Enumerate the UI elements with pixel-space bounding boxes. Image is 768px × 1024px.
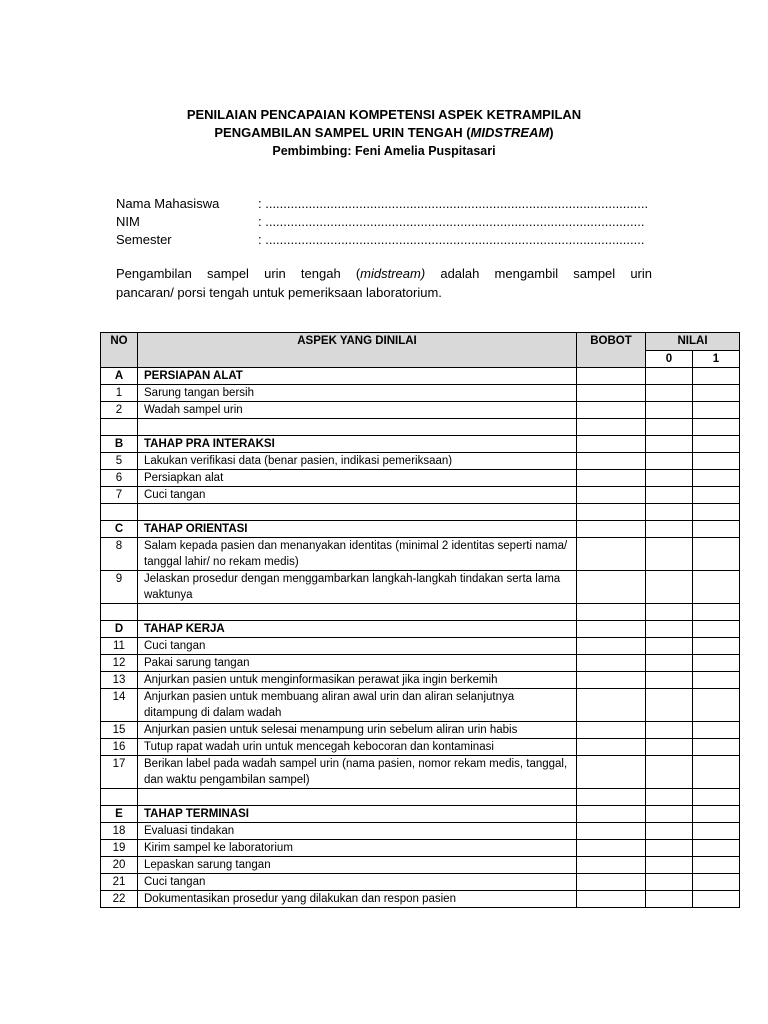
- score-0-cell[interactable]: [646, 504, 693, 521]
- row-number: 13: [101, 672, 138, 689]
- table-row: [101, 453, 740, 470]
- row-number: 21: [101, 874, 138, 891]
- weight-cell[interactable]: [577, 655, 646, 672]
- score-1-cell[interactable]: [693, 487, 740, 504]
- section-title: TAHAP TERMINASI: [138, 806, 577, 823]
- weight-cell[interactable]: [577, 368, 646, 385]
- score-0-cell[interactable]: [646, 470, 693, 487]
- score-1-cell[interactable]: [693, 857, 740, 874]
- intro-suffix: adalah mengambil sampel urin: [425, 266, 652, 281]
- weight-cell[interactable]: [577, 874, 646, 891]
- weight-cell[interactable]: [577, 470, 646, 487]
- score-1-cell[interactable]: [693, 672, 740, 689]
- weight-cell[interactable]: [577, 571, 646, 604]
- name-row: [116, 195, 649, 213]
- weight-cell[interactable]: [577, 604, 646, 621]
- score-1-cell[interactable]: [693, 402, 740, 419]
- score-0-cell[interactable]: [646, 538, 693, 571]
- row-number: 20: [101, 857, 138, 874]
- aspect-text: [138, 604, 577, 621]
- score-0-cell[interactable]: [646, 604, 693, 621]
- section-title: TAHAP ORIENTASI: [138, 521, 577, 538]
- supervisor-line: Pembimbing: Feni Amelia Puspitasari: [272, 144, 496, 158]
- score-1-cell[interactable]: [693, 823, 740, 840]
- nim-label: NIM: [116, 214, 140, 229]
- row-number: 16: [101, 739, 138, 756]
- weight-cell[interactable]: [577, 453, 646, 470]
- row-number: 2: [101, 402, 138, 419]
- row-number: B: [101, 436, 138, 453]
- table-row: [101, 571, 740, 604]
- row-number: 5: [101, 453, 138, 470]
- row-number: [101, 419, 138, 436]
- table-row: [101, 402, 740, 419]
- weight-cell[interactable]: [577, 789, 646, 806]
- score-1-cell[interactable]: [693, 419, 740, 436]
- weight-cell[interactable]: [577, 521, 646, 538]
- aspect-text: [138, 504, 577, 521]
- score-0-cell[interactable]: [646, 756, 693, 789]
- name-field[interactable]: : ..........................................................................................................: [258, 196, 649, 211]
- section-title: TAHAP KERJA: [138, 621, 577, 638]
- score-0-cell[interactable]: [646, 722, 693, 739]
- score-1-cell[interactable]: [693, 571, 740, 604]
- row-number: 19: [101, 840, 138, 857]
- score-0-cell[interactable]: [646, 823, 693, 840]
- aspect-text: Cuci tangan: [138, 487, 577, 504]
- aspect-text: Cuci tangan: [138, 874, 577, 891]
- semester-row: [116, 231, 645, 249]
- nim-row: [116, 213, 645, 231]
- row-number: D: [101, 621, 138, 638]
- aspect-text: Anjurkan pasien untuk menginformasikan perawat jika ingin berkemih: [138, 672, 577, 689]
- score-1-cell[interactable]: [693, 621, 740, 638]
- score-1-cell[interactable]: [693, 806, 740, 823]
- weight-cell[interactable]: [577, 891, 646, 908]
- row-number: 1: [101, 385, 138, 402]
- intro-line-2: pancaran/ porsi tengah untuk pemeriksaan laboratorium.: [116, 285, 442, 300]
- table-row: [101, 823, 740, 840]
- section-title: PERSIAPAN ALAT: [138, 368, 577, 385]
- score-1-cell[interactable]: [693, 470, 740, 487]
- weight-cell[interactable]: [577, 739, 646, 756]
- score-1-cell[interactable]: [693, 453, 740, 470]
- score-0-cell[interactable]: [646, 419, 693, 436]
- spacer-row: [101, 504, 740, 521]
- aspect-text: Persiapkan alat: [138, 470, 577, 487]
- row-number: [101, 789, 138, 806]
- score-1-cell[interactable]: [693, 521, 740, 538]
- row-number: C: [101, 521, 138, 538]
- col-weight-header: BOBOT: [577, 333, 646, 368]
- score-0-cell[interactable]: [646, 621, 693, 638]
- section-title: TAHAP PRA INTERAKSI: [138, 436, 577, 453]
- table-row: [101, 874, 740, 891]
- score-1-cell[interactable]: [693, 638, 740, 655]
- weight-cell[interactable]: [577, 722, 646, 739]
- score-0-cell[interactable]: [646, 385, 693, 402]
- score-0-cell[interactable]: [646, 672, 693, 689]
- aspect-text: Tutup rapat wadah urin untuk mencegah kebocoran dan kontaminasi: [138, 739, 577, 756]
- table-header-row: [101, 333, 740, 351]
- score-1-cell[interactable]: [693, 385, 740, 402]
- score-1-cell[interactable]: [693, 756, 740, 789]
- aspect-text: Sarung tangan bersih: [138, 385, 577, 402]
- intro-midstream: midstream): [360, 266, 426, 281]
- score-0-cell[interactable]: [646, 487, 693, 504]
- table-row: [101, 891, 740, 908]
- aspect-text: Lepaskan sarung tangan: [138, 857, 577, 874]
- aspect-text: [138, 419, 577, 436]
- table-row: [101, 487, 740, 504]
- table-row: [101, 655, 740, 672]
- aspect-text: Anjurkan pasien untuk membuang aliran awal urin dan aliran selanjutnya ditampung di dalam wadah: [138, 689, 577, 722]
- score-0-cell[interactable]: [646, 368, 693, 385]
- section-row: [101, 436, 740, 453]
- row-number: 8: [101, 538, 138, 571]
- nim-field[interactable]: : .........................................................................................................: [258, 214, 645, 229]
- score-0-cell[interactable]: [646, 453, 693, 470]
- score-0-cell[interactable]: [646, 571, 693, 604]
- table-row: [101, 470, 740, 487]
- col-aspect-header: ASPEK YANG DINILAI: [138, 333, 577, 368]
- score-1-cell[interactable]: [693, 604, 740, 621]
- score-0-cell[interactable]: [646, 521, 693, 538]
- score-1-cell[interactable]: [693, 689, 740, 722]
- title-line-2-prefix: PENGAMBILAN SAMPEL URIN TENGAH (: [214, 125, 471, 140]
- table-row: [101, 722, 740, 739]
- score-1-cell[interactable]: [693, 368, 740, 385]
- intro-line-1: [116, 264, 652, 283]
- weight-cell[interactable]: [577, 689, 646, 722]
- table-row: [101, 385, 740, 402]
- score-1-cell[interactable]: [693, 789, 740, 806]
- aspect-text: Dokumentasikan prosedur yang dilakukan dan respon pasien: [138, 891, 577, 908]
- row-number: 11: [101, 638, 138, 655]
- row-number: 6: [101, 470, 138, 487]
- weight-cell[interactable]: [577, 840, 646, 857]
- weight-cell[interactable]: [577, 638, 646, 655]
- aspect-text: Cuci tangan: [138, 638, 577, 655]
- aspect-text: Lakukan verifikasi data (benar pasien, indikasi pemeriksaan): [138, 453, 577, 470]
- score-0-cell[interactable]: [646, 655, 693, 672]
- table-row: [101, 538, 740, 571]
- section-row: [101, 521, 740, 538]
- weight-cell[interactable]: [577, 487, 646, 504]
- score-1-cell[interactable]: [693, 739, 740, 756]
- table-row: [101, 840, 740, 857]
- score-0-cell[interactable]: [646, 806, 693, 823]
- title-line-2: [0, 124, 768, 142]
- score-0-cell[interactable]: [646, 638, 693, 655]
- row-number: 18: [101, 823, 138, 840]
- row-number: A: [101, 368, 138, 385]
- name-label: Nama Mahasiswa: [116, 196, 220, 211]
- title-midstream: MIDSTREAM: [470, 125, 550, 140]
- score-1-cell[interactable]: [693, 655, 740, 672]
- table-row: [101, 672, 740, 689]
- aspect-text: [138, 789, 577, 806]
- table-row: [101, 756, 740, 789]
- weight-cell[interactable]: [577, 823, 646, 840]
- aspect-text: Anjurkan pasien untuk selesai menampung urin sebelum aliran urin habis: [138, 722, 577, 739]
- score-0-cell[interactable]: [646, 840, 693, 857]
- score-0-cell[interactable]: [646, 789, 693, 806]
- weight-cell[interactable]: [577, 756, 646, 789]
- score-0-cell[interactable]: [646, 436, 693, 453]
- aspect-text: Pakai sarung tangan: [138, 655, 577, 672]
- score-0-cell[interactable]: [646, 857, 693, 874]
- section-row: [101, 368, 740, 385]
- row-number: 17: [101, 756, 138, 789]
- row-number: 15: [101, 722, 138, 739]
- score-1-cell[interactable]: [693, 538, 740, 571]
- score-1-cell[interactable]: [693, 874, 740, 891]
- weight-cell[interactable]: [577, 385, 646, 402]
- row-number: 22: [101, 891, 138, 908]
- score-1-cell[interactable]: [693, 504, 740, 521]
- title-line-2-suffix: ): [549, 125, 554, 140]
- score-1-cell[interactable]: [693, 891, 740, 908]
- row-number: [101, 504, 138, 521]
- aspect-text: Kirim sampel ke laboratorium: [138, 840, 577, 857]
- table-row: [101, 689, 740, 722]
- score-0-cell[interactable]: [646, 874, 693, 891]
- weight-cell[interactable]: [577, 806, 646, 823]
- weight-cell[interactable]: [577, 504, 646, 521]
- intro-prefix: Pengambilan sampel urin tengah (: [116, 266, 361, 281]
- row-number: 14: [101, 689, 138, 722]
- section-row: [101, 621, 740, 638]
- title-line-1: PENILAIAN PENCAPAIAN KOMPETENSI ASPEK KETRAMPILAN: [186, 107, 582, 122]
- weight-cell[interactable]: [577, 538, 646, 571]
- weight-cell[interactable]: [577, 436, 646, 453]
- row-number: 7: [101, 487, 138, 504]
- row-number: [101, 604, 138, 621]
- col-score-1-header: 1: [693, 351, 740, 368]
- weight-cell[interactable]: [577, 621, 646, 638]
- table-row: [101, 739, 740, 756]
- spacer-row: [101, 789, 740, 806]
- document-header: [0, 106, 768, 160]
- score-0-cell[interactable]: [646, 739, 693, 756]
- weight-cell[interactable]: [577, 419, 646, 436]
- spacer-row: [101, 419, 740, 436]
- semester-label: Semester: [116, 232, 172, 247]
- aspect-text: Wadah sampel urin: [138, 402, 577, 419]
- assessment-table: [100, 332, 740, 908]
- row-number: E: [101, 806, 138, 823]
- row-number: 12: [101, 655, 138, 672]
- aspect-text: Jelaskan prosedur dengan menggambarkan langkah-langkah tindakan serta lama waktunya: [138, 571, 577, 604]
- intro-paragraph: [116, 264, 652, 302]
- score-1-cell[interactable]: [693, 722, 740, 739]
- weight-cell[interactable]: [577, 857, 646, 874]
- student-info: [116, 195, 649, 249]
- table-row: [101, 857, 740, 874]
- aspect-text: Salam kepada pasien dan menanyakan identitas (minimal 2 identitas seperti nama/ tanggal lahir/ no rekam medis): [138, 538, 577, 571]
- score-1-cell[interactable]: [693, 436, 740, 453]
- table-row: [101, 638, 740, 655]
- aspect-text: Evaluasi tindakan: [138, 823, 577, 840]
- col-score-0-header: 0: [646, 351, 693, 368]
- semester-field[interactable]: : .........................................................................................................: [258, 232, 645, 247]
- score-0-cell[interactable]: [646, 891, 693, 908]
- col-no-header: NO: [101, 333, 138, 368]
- weight-cell[interactable]: [577, 402, 646, 419]
- spacer-row: [101, 604, 740, 621]
- col-score-header: NILAI: [646, 333, 740, 351]
- aspect-text: Berikan label pada wadah sampel urin (nama pasien, nomor rekam medis, tanggal, dan waktu pengambilan sampel): [138, 756, 577, 789]
- score-0-cell[interactable]: [646, 402, 693, 419]
- score-1-cell[interactable]: [693, 840, 740, 857]
- row-number: 9: [101, 571, 138, 604]
- score-0-cell[interactable]: [646, 689, 693, 722]
- weight-cell[interactable]: [577, 672, 646, 689]
- section-row: [101, 806, 740, 823]
